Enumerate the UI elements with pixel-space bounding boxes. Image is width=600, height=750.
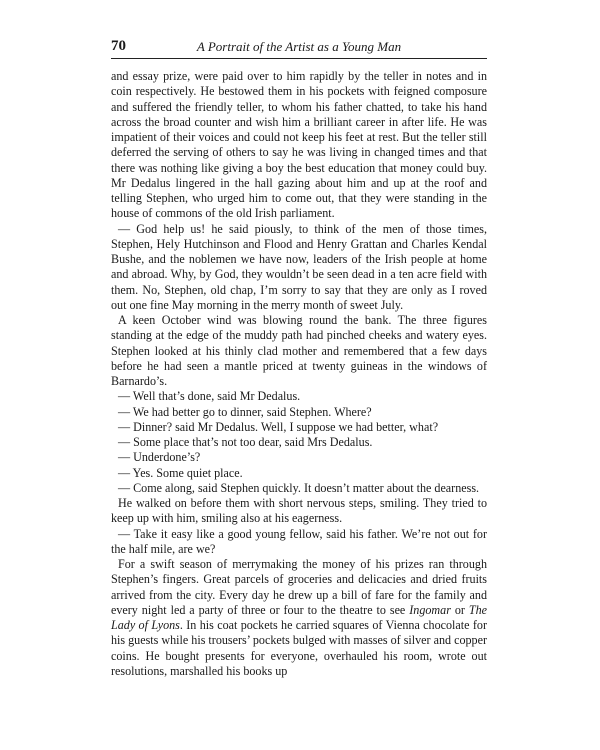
paragraph: — God help us! he said piously, to think of the men of those times, Stephen, Hely Hutchinson and Flood and Henry Grattan and Charles Kendal Bushe, and the noblemen we have now, leaders of the Irish people at home and abroad. Why, by God, they wouldn’t be seen dead in a ten acre field with them. No, Stephen, old chap, I’m sorry to say that they are only as I roved out one fine May morning in the merry month of sweet July. xyxy=(111,221,487,312)
body-text xyxy=(111,69,487,679)
text-span: For a swift season of merrymaking the money of his prizes ran through Stephen’s fingers. Great parcels of groceries and delicacies and dried fruits arrived from the city. Every day he drew up a bill of fare for the family and every night led a party of three or four to the theatre to see xyxy=(111,557,487,617)
paragraph: A keen October wind was blowing round the bank. The three figures standing at the edge of the muddy path had pinched cheeks and watery eyes. Stephen looked at his thinly clad mother and remembered that a few days before he had seen a mantle priced at twenty guineas in the windows of Barnardo’s. xyxy=(111,313,487,388)
paragraph: — Well that’s done, said Mr Dedalus. xyxy=(118,389,301,404)
paragraph: — Come along, said Stephen quickly. It doesn’t matter about the dearness. xyxy=(118,480,480,495)
running-title: A Portrait of the Artist as a Young Man xyxy=(196,39,402,54)
paragraph: — Some place that’s not too dear, said Mrs Dedalus. xyxy=(118,435,373,449)
paragraph: — Underdone’s? xyxy=(118,450,201,465)
paragraph: — Take it easy like a good young fellow, said his father. We’re not out for the half mile, are we? xyxy=(111,526,487,556)
paragraph-last xyxy=(111,557,487,679)
italic-title: The Lady of Lyons xyxy=(111,602,487,632)
paragraph: — We had better go to dinner, said Stephen. Where? xyxy=(118,404,372,419)
page-header xyxy=(111,38,487,62)
book-page xyxy=(111,38,487,679)
text-span: . In his coat pockets he carried squares of Vienna chocolate for his guests while his trousers’ pockets bulged with masses of silver and copper coins. He bought presents for everyone, overhauled his room, wrote out resolutions, marshalled his books up xyxy=(111,618,487,678)
paragraph: and essay prize, were paid over to him rapidly by the teller in notes and in coin respectively. He bestowed them in his pockets with feigned composure and suffered the friendly teller, to whom his father chatted, to take his hand across the broad counter and wish him a brilliant career in after life. He was impatient of their voices and could not keep his feet at rest. But the teller still deferred the serving of others to say he was living in changed times and that there was nothing like giving a boy the best education that money could buy. Mr Dedalus lingered in the hall gazing about him and up at the roof and telling Stephen, who urged him to come out, that they were standing in the house of commons of the old Irish parliament. xyxy=(111,69,487,221)
paragraph: He walked on before them with short nervous steps, smiling. They tried to keep up with him, smiling also at his eagerness. xyxy=(111,496,487,526)
italic-title: Ingomar xyxy=(409,602,451,617)
page-number: 70 xyxy=(111,38,126,54)
paragraph: — Dinner? said Mr Dedalus. Well, I suppose we had better, what? xyxy=(118,419,439,434)
paragraph: — Yes. Some quiet place. xyxy=(118,465,243,480)
text-span: or xyxy=(450,602,469,617)
